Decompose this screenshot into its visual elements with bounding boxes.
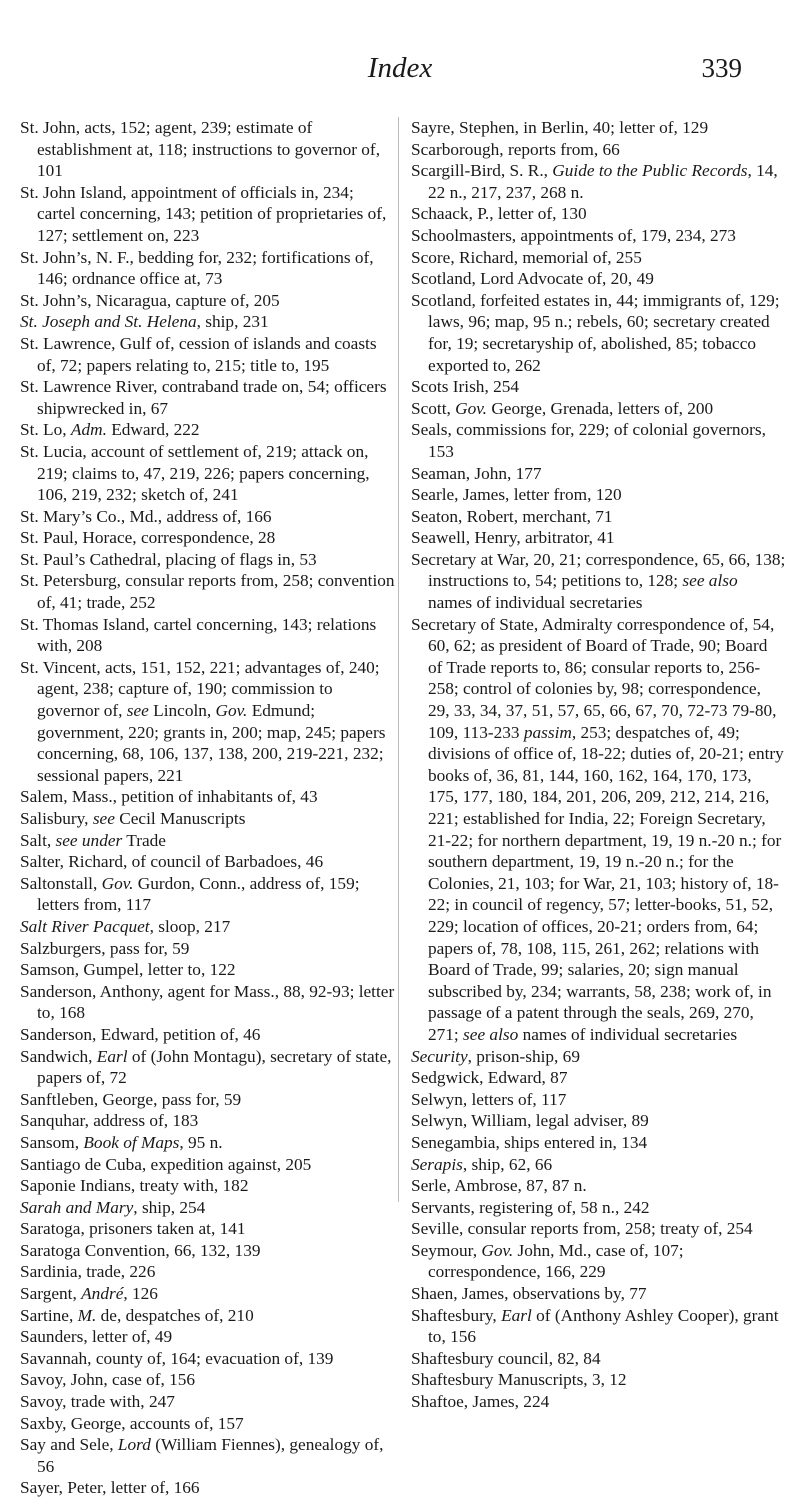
index-entry: Savoy, John, case of, 156 bbox=[20, 1370, 196, 1390]
index-entry: Shaftesbury Manuscripts, 3, 12 bbox=[411, 1370, 627, 1390]
index-entry: Scotland, forfeited estates in, 44; immigrants of, 129; laws, 96; map, 95 n.; rebels, 60; secretary created for, 19; secretaryship of, abolished, 85; tobacco exported to, 262 bbox=[411, 290, 780, 375]
index-entry: Sanftleben, George, pass for, 59 bbox=[20, 1089, 242, 1109]
index-entry: St. Mary’s Co., Md., address of, 166 bbox=[20, 506, 272, 526]
index-entry: Seaman, John, 177 bbox=[411, 463, 542, 483]
index-entry: Samson, Gumpel, letter to, 122 bbox=[20, 960, 236, 980]
index-entry: Salter, Richard, of council of Barbadoes, 46 bbox=[20, 852, 324, 872]
index-entry: Sayre, Stephen, in Berlin, 40; letter of, 129 bbox=[411, 118, 709, 137]
index-entry: Seaton, Robert, merchant, 71 bbox=[411, 506, 613, 526]
index-entry: Salt River Pacquet, sloop, 217 bbox=[20, 916, 231, 936]
index-entry: Secretary at War, 20, 21; correspondence, 65, 66, 138; instructions to, 54; petitions to, 128; see also names of individual secretaries bbox=[411, 549, 786, 613]
index-entry: St. John’s, N. F., bedding for, 232; fortifications of, 146; ordnance office at, 73 bbox=[20, 247, 374, 289]
index-entry: Security, prison-ship, 69 bbox=[411, 1046, 580, 1066]
index-entry: Seymour, Gov. John, Md., case of, 107; correspondence, 166, 229 bbox=[411, 1240, 684, 1282]
index-entry: Serapis, ship, 62, 66 bbox=[411, 1154, 553, 1174]
index-entry: Seawell, Henry, arbitrator, 41 bbox=[411, 528, 615, 548]
index-entry: Seals, commissions for, 229; of colonial governors, 153 bbox=[411, 420, 766, 461]
index-entry: Senegambia, ships entered in, 134 bbox=[411, 1132, 648, 1152]
index-entry: St. Lucia, account of settlement of, 219; attack on, 219; claims to, 47, 219, 226; papers concerning, 106, 219, 232; sketch of, 241 bbox=[20, 441, 370, 505]
index-entry: Schoolmasters, appointments of, 179, 234, 273 bbox=[411, 225, 736, 245]
index-entry: St. Lawrence, Gulf of, cession of islands and coasts of, 72; papers relating to, 215; title to, 195 bbox=[20, 333, 377, 375]
page-header bbox=[0, 48, 800, 88]
running-title: Index bbox=[367, 52, 433, 84]
index-entry: Sanderson, Anthony, agent for Mass., 88, 92-93; letter to, 168 bbox=[20, 981, 395, 1023]
index-entry: Shaftesbury, Earl of (Anthony Ashley Cooper), grant to, 156 bbox=[411, 1305, 779, 1347]
index-entry: Scots Irish, 254 bbox=[411, 377, 520, 397]
index-column-left bbox=[20, 117, 395, 1499]
index-entry: Sargent, André, 126 bbox=[20, 1284, 158, 1304]
index-entry: Shaftesbury council, 82, 84 bbox=[411, 1348, 601, 1368]
index-entry: Schaack, P., letter of, 130 bbox=[411, 204, 587, 224]
index-entry: Servants, registering of, 58 n., 242 bbox=[411, 1197, 650, 1217]
index-entry: Say and Sele, Lord (William Fiennes), genealogy of, 56 bbox=[20, 1435, 384, 1476]
index-entry: Santiago de Cuba, expedition against, 205 bbox=[20, 1154, 312, 1174]
page-number: 339 bbox=[701, 53, 742, 83]
index-entry: Salzburgers, pass for, 59 bbox=[20, 938, 190, 958]
index-entry: Searle, James, letter from, 120 bbox=[411, 485, 622, 505]
index-entry: St. Thomas Island, cartel concerning, 143; relations with, 208 bbox=[20, 614, 377, 656]
index-entry: St. John Island, appointment of officials in, 234; cartel concerning, 143; petition of proprietaries of, 127; settlement on, 223 bbox=[20, 182, 387, 245]
index-entry: Scargill-Bird, S. R., Guide to the Public Records, 14, 22 n., 217, 237, 268 n. bbox=[411, 161, 778, 202]
index-entry: Salem, Mass., petition of inhabitants of, 43 bbox=[20, 787, 318, 807]
index-entry: Serle, Ambrose, 87, 87 n. bbox=[411, 1176, 587, 1196]
index-entry: Saponie Indians, treaty with, 182 bbox=[20, 1176, 249, 1196]
index-entry: Saxby, George, accounts of, 157 bbox=[20, 1413, 244, 1433]
index-entry: Sanquhar, address of, 183 bbox=[20, 1111, 199, 1131]
index-entry: Shaen, James, observations by, 77 bbox=[411, 1284, 647, 1304]
index-entry: St. Paul, Horace, correspondence, 28 bbox=[20, 528, 276, 548]
index-entry: Sardinia, trade, 226 bbox=[20, 1262, 156, 1282]
index-entry: St. Petersburg, consular reports from, 258; convention of, 41; trade, 252 bbox=[20, 571, 395, 613]
index-entry: Saratoga Convention, 66, 132, 139 bbox=[20, 1240, 261, 1260]
index-entry: Salt, see under Trade bbox=[20, 830, 166, 850]
index-entry: Savannah, county of, 164; evacuation of, 139 bbox=[20, 1348, 334, 1368]
index-column-right bbox=[411, 117, 786, 1413]
index-entry: St. John’s, Nicaragua, capture of, 205 bbox=[20, 290, 280, 310]
index-entry: Score, Richard, memorial of, 255 bbox=[411, 247, 642, 267]
index-entry: Saunders, letter of, 49 bbox=[20, 1327, 173, 1347]
index-entry: Salisbury, see Cecil Manuscripts bbox=[20, 809, 246, 828]
column-divider bbox=[398, 117, 399, 1202]
index-entry: Sartine, M. de, despatches of, 210 bbox=[20, 1305, 254, 1325]
index-entry: Sarah and Mary, ship, 254 bbox=[20, 1197, 206, 1217]
index-entry: Sansom, Book of Maps, 95 n. bbox=[20, 1132, 223, 1152]
index-entry: St. Lo, Adm. Edward, 222 bbox=[20, 420, 200, 440]
index-entry: Shaftoe, James, 224 bbox=[411, 1392, 550, 1412]
index-entry: Saltonstall, Gov. Gurdon, Conn., address of, 159; letters from, 117 bbox=[20, 873, 360, 915]
index-entry: Sandwich, Earl of (John Montagu), secretary of state, papers of, 72 bbox=[20, 1046, 392, 1088]
index-entry: St. Joseph and St. Helena, ship, 231 bbox=[20, 312, 269, 332]
index-entry: Selwyn, William, legal adviser, 89 bbox=[411, 1111, 649, 1131]
index-entry: St. John, acts, 152; agent, 239; estimate of establishment at, 118; instructions to governor of, 101 bbox=[20, 118, 381, 181]
index-entry: Saratoga, prisoners taken at, 141 bbox=[20, 1219, 246, 1239]
index-entry: Secretary of State, Admiralty correspondence of, 54, 60, 62; as president of Board of Trade, 90; Board of Trade reports to, 86; consular reports to, 256-258; control of colonies by, 98; correspondence, 29, 33, 34, 37, 51, 57, 65, 66, 67, 70, 72-73 79-80, 109, 113-233 passim, 253; despatches of, 49; divisions of office of, 18-22; duties of, 20-21; entry books of, 36, 81, 144, 160, 162, 164, 170, 173, 175, 177, 180, 184, 201, 206, 209, 212, 214, 216, 221; established for India, 22; Foreign Secretary, 21-22; for northern department, 19, 19 n.-20 n.; for southern department, 19, 19 n.-20 n.; for the Colonies, 21, 103; for War, 21, 103; history of, 18-22; in council of regency, 57; letter-books, 51, 52, 229; location of offices, 20-21; orders from, 64; papers of, 78, 108, 115, 261, 262; relations with Board of Trade, 99; salaries, 20; sign manual subscribed by, 234; warrants, 58, 238; work of, in passage of a patent through the seals, 269, 270, 271; see also names of individual secretaries bbox=[411, 614, 784, 1044]
index-entry: Seville, consular reports from, 258; treaty of, 254 bbox=[411, 1219, 753, 1239]
index-entry: Scarborough, reports from, 66 bbox=[411, 139, 620, 159]
index-entry: Scotland, Lord Advocate of, 20, 49 bbox=[411, 269, 654, 289]
index-entry: Sedgwick, Edward, 87 bbox=[411, 1068, 568, 1088]
index-entry: St. Lawrence River, contraband trade on, 54; officers shipwrecked in, 67 bbox=[20, 377, 387, 418]
index-entry: Sayer, Peter, letter of, 166 bbox=[20, 1478, 200, 1498]
index-entry: St. Paul’s Cathedral, placing of flags in, 53 bbox=[20, 549, 317, 569]
index-entry: Savoy, trade with, 247 bbox=[20, 1392, 175, 1412]
index-entry: St. Vincent, acts, 151, 152, 221; advantages of, 240; agent, 238; capture of, 190; commission to governor of, see Lincoln, Gov. Edmund; government, 220; grants in, 200; map, 245; papers concerning, 68, 106, 137, 138, 200, 219-221, 232; sessional papers, 221 bbox=[20, 657, 386, 785]
index-entry: Selwyn, letters of, 117 bbox=[411, 1089, 567, 1109]
index-entry: Scott, Gov. George, Grenada, letters of, 200 bbox=[411, 398, 714, 418]
index-entry: Sanderson, Edward, petition of, 46 bbox=[20, 1024, 261, 1044]
